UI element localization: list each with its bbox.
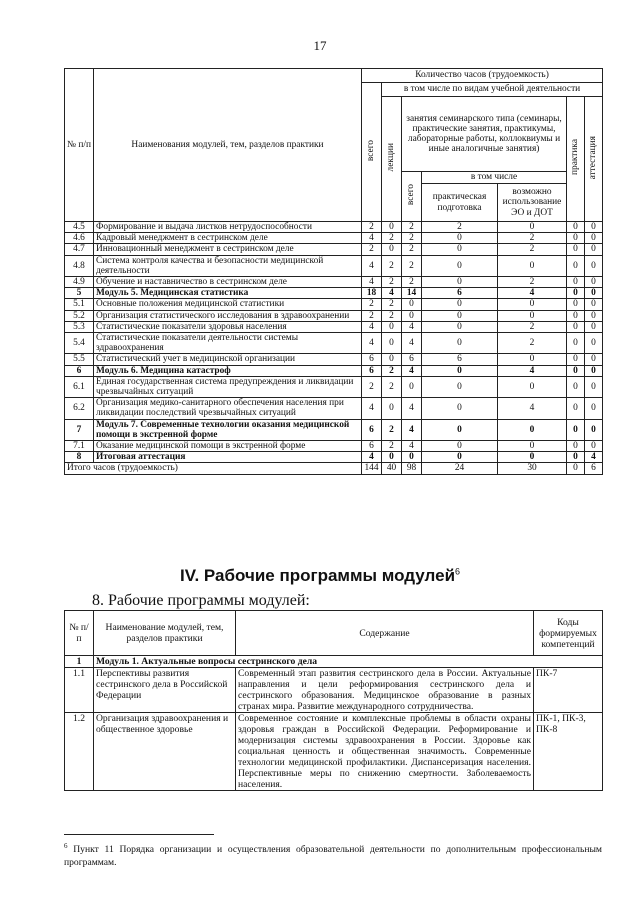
row-value: 6: [422, 288, 498, 299]
table-row: [65, 299, 603, 310]
header-eo-dot: возможно использование ЭО и ДОТ: [498, 184, 567, 222]
row-value: 6: [362, 365, 382, 376]
row-value: 0: [567, 441, 585, 452]
row-value: 4: [498, 288, 567, 299]
total-value: 6: [585, 463, 603, 474]
row-value: 6: [362, 354, 382, 365]
row-value: 6: [362, 441, 382, 452]
row-value: 0: [422, 419, 498, 440]
row-value: 0: [422, 365, 498, 376]
row-name: Модуль 6. Медицина катастроф: [94, 365, 362, 376]
row-value: 4: [402, 398, 422, 419]
row-value: 2: [402, 222, 422, 233]
row-name: Статистические показатели деятельности системы здравоохранения: [94, 333, 362, 354]
table-row: [65, 354, 603, 365]
total-value: 40: [382, 463, 402, 474]
table-row: [65, 419, 603, 440]
row-value: 0: [498, 299, 567, 310]
row-value: 4: [362, 398, 382, 419]
row-value: 2: [382, 310, 402, 321]
header-by-type: в том числе по видам учебной деятельности: [382, 83, 603, 97]
row-value: 4: [362, 321, 382, 332]
row-value: 0: [585, 419, 603, 440]
row-value: 0: [382, 354, 402, 365]
header-num: № п/п: [65, 69, 94, 222]
row-value: 4: [362, 452, 382, 463]
row-value: 0: [567, 365, 585, 376]
row-content: Современное состояние и комплексные проблемы в области охраны здоровья граждан в Российской Федерации. Реформирование и модернизация системы здравоохранения в России. Здоровье как социальная ценность и общественная значимость. Современные технологии медицинской профилактики. Диспансеризация населения. Перспективные меры по снижению смертности. Заболеваемость населения.: [236, 713, 534, 791]
row-value: 4: [362, 255, 382, 276]
row-value: 0: [422, 333, 498, 354]
table-row: [65, 255, 603, 276]
row-num: 4.5: [65, 222, 94, 233]
row-value: 0: [567, 333, 585, 354]
row-value: 2: [362, 222, 382, 233]
row-value: 2: [382, 419, 402, 440]
row-value: 2: [422, 222, 498, 233]
row-value: 0: [422, 376, 498, 397]
row-value: 2: [362, 310, 382, 321]
row-value: 0: [567, 376, 585, 397]
row-name: Организация медико-санитарного обеспечения населения при ликвидации последствий чрезвычайных ситуаций: [94, 398, 362, 419]
row-name: Статистические показатели здоровья населения: [94, 321, 362, 332]
total-label: Итого часов (трудоемкость): [65, 463, 362, 474]
header-hours: Количество часов (трудоемкость): [362, 69, 603, 83]
header-name: Наименования модулей, тем, разделов практики: [94, 69, 362, 222]
row-num: 4.7: [65, 244, 94, 255]
row-value: 4: [382, 288, 402, 299]
row-value: 0: [585, 310, 603, 321]
row-value: 4: [498, 365, 567, 376]
row-value: 0: [585, 441, 603, 452]
row-value: 4: [498, 398, 567, 419]
total-value: 98: [402, 463, 422, 474]
row-value: 0: [585, 354, 603, 365]
row-num: 7.1: [65, 441, 94, 452]
row-value: 0: [382, 222, 402, 233]
row-name: Система контроля качества и безопасности медицинской деятельности: [94, 255, 362, 276]
table-row: [65, 277, 603, 288]
row-value: 2: [362, 244, 382, 255]
row-value: 2: [362, 376, 382, 397]
row-value: 2: [382, 365, 402, 376]
row-value: 0: [422, 441, 498, 452]
row-value: 0: [498, 452, 567, 463]
total-value: 0: [567, 463, 585, 474]
row-value: 0: [567, 288, 585, 299]
table-row: [65, 452, 603, 463]
row-value: 2: [402, 277, 422, 288]
row-value: 4: [362, 277, 382, 288]
row-value: 0: [498, 376, 567, 397]
row-value: 0: [585, 255, 603, 276]
row-value: 0: [498, 441, 567, 452]
row-value: 0: [567, 244, 585, 255]
row-num: 5.5: [65, 354, 94, 365]
row-name: Кадровый менеджмент в сестринском деле: [94, 233, 362, 244]
row-value: 0: [382, 244, 402, 255]
row-value: 4: [402, 321, 422, 332]
header-sem-total: всего: [402, 172, 422, 222]
table-row: [65, 310, 603, 321]
row-num: 4.8: [65, 255, 94, 276]
row-name: Организация статистического исследования в здравоохранении: [94, 310, 362, 321]
table-row: [65, 398, 603, 419]
module-num: 1: [65, 656, 94, 668]
row-num: 6: [65, 365, 94, 376]
table-row: [65, 321, 603, 332]
row-num: 4.6: [65, 233, 94, 244]
row-value: 2: [498, 244, 567, 255]
row-value: 0: [567, 419, 585, 440]
row-name: Модуль 7. Современные технологии оказания медицинской помощи в экстренной форме: [94, 419, 362, 440]
row-value: 0: [422, 299, 498, 310]
row-value: 2: [498, 277, 567, 288]
row-value: 0: [498, 222, 567, 233]
row-value: 0: [585, 244, 603, 255]
total-value: 30: [498, 463, 567, 474]
row-value: 0: [422, 244, 498, 255]
row-value: 4: [362, 233, 382, 244]
row-value: 0: [382, 333, 402, 354]
header-seminar: занятия семинарского типа (семинары, практические занятия, практикумы, лабораторные работы, коллоквиумы и иные аналогичные занятия): [402, 97, 567, 172]
row-value: 0: [402, 310, 422, 321]
row-value: 0: [585, 222, 603, 233]
table-row: [65, 222, 603, 233]
row-value: 0: [422, 310, 498, 321]
row-value: 0: [422, 321, 498, 332]
row-num: 5: [65, 288, 94, 299]
row-value: 2: [498, 233, 567, 244]
row-value: 0: [567, 233, 585, 244]
row-value: 0: [422, 255, 498, 276]
row-name: Модуль 5. Медицинская статистика: [94, 288, 362, 299]
header-attestation: аттестация: [585, 97, 603, 222]
table-row: [65, 441, 603, 452]
header-incl: в том числе: [422, 172, 567, 184]
header-practice: практика: [567, 97, 585, 222]
row-value: 2: [382, 255, 402, 276]
row-value: 14: [402, 288, 422, 299]
row-value: 0: [585, 398, 603, 419]
row-value: 0: [402, 452, 422, 463]
row-name: Статистический учет в медицинской организации: [94, 354, 362, 365]
row-value: 0: [567, 222, 585, 233]
row-num: 5.1: [65, 299, 94, 310]
row-content: Современный этап развития сестринского дела в России. Актуальные направления и цели реформирования сестринского дела и сестринского образования. Медицинское образование в разных странах мира. Развитие международного сотрудничества.: [236, 668, 534, 713]
row-value: 0: [567, 277, 585, 288]
row-value: 0: [585, 376, 603, 397]
row-value: 6: [402, 354, 422, 365]
row-name: Основные положения медицинской статистики: [94, 299, 362, 310]
row-value: 2: [382, 277, 402, 288]
header-num: № п/п: [65, 611, 94, 656]
row-value: 18: [362, 288, 382, 299]
row-num: 6.1: [65, 376, 94, 397]
row-value: 0: [585, 321, 603, 332]
row-value: 0: [422, 452, 498, 463]
footnote-separator: [64, 834, 214, 835]
row-value: 4: [402, 419, 422, 440]
row-value: 2: [382, 376, 402, 397]
row-num: 5.3: [65, 321, 94, 332]
row-value: 0: [567, 255, 585, 276]
row-value: 0: [498, 255, 567, 276]
row-value: 2: [382, 233, 402, 244]
row-num: 5.4: [65, 333, 94, 354]
hours-table: [64, 68, 603, 475]
row-codes: ПК-7: [534, 668, 603, 713]
row-value: 6: [362, 419, 382, 440]
row-name: Формирование и выдача листков нетрудоспособности: [94, 222, 362, 233]
row-name: Инновационный менеджмент в сестринском деле: [94, 244, 362, 255]
row-value: 0: [585, 233, 603, 244]
row-num: 5.2: [65, 310, 94, 321]
row-value: 0: [498, 419, 567, 440]
row-value: 0: [382, 398, 402, 419]
table-row: [65, 244, 603, 255]
row-num: 1.1: [65, 668, 94, 713]
header-name: Наименование модулей, тем, разделов практики: [94, 611, 236, 656]
row-value: 2: [498, 333, 567, 354]
header-content: Содержание: [236, 611, 534, 656]
row-value: 0: [422, 398, 498, 419]
header-prac-prep: практическая подготовка: [422, 184, 498, 222]
row-name: Единая государственная система предупреждения и ликвидации чрезвычайных ситуаций: [94, 376, 362, 397]
row-value: 0: [567, 398, 585, 419]
subheading: 8. Рабочие программы модулей:: [92, 592, 310, 609]
row-value: 4: [402, 441, 422, 452]
footnote: $^6$ Пункт 11 Порядка организации и осуществления образовательной деятельности по дополнительным профессиональным программам.: [64, 842, 602, 869]
row-name: Итоговая аттестация: [94, 452, 362, 463]
row-value: 4: [402, 365, 422, 376]
row-value: 0: [382, 321, 402, 332]
row-value: 4: [585, 452, 603, 463]
row-value: 4: [362, 333, 382, 354]
footnote-mark: 6: [455, 566, 461, 577]
row-num: 6.2: [65, 398, 94, 419]
row-num: 8: [65, 452, 94, 463]
section-heading: IV. Рабочие программы модулей$^6$: [179, 566, 461, 585]
row-value: 0: [382, 452, 402, 463]
total-value: 144: [362, 463, 382, 474]
module-title: Модуль 1. Актуальные вопросы сестринского дела: [94, 656, 603, 668]
table-row: [65, 376, 603, 397]
table-row: [65, 233, 603, 244]
table-row: [65, 333, 603, 354]
row-name: Оказание медицинской помощи в экстренной форме: [94, 441, 362, 452]
total-value: 24: [422, 463, 498, 474]
row-value: 0: [498, 354, 567, 365]
row-value: 2: [382, 441, 402, 452]
header-lectures: лекции: [382, 97, 402, 222]
row-value: 0: [422, 277, 498, 288]
row-value: 0: [567, 321, 585, 332]
page-number: 17: [313, 38, 327, 53]
row-value: 0: [567, 452, 585, 463]
row-codes: ПК-1, ПК-3, ПК-8: [534, 713, 603, 791]
table-row: [65, 288, 603, 299]
row-value: 0: [585, 288, 603, 299]
row-value: 0: [402, 376, 422, 397]
row-num: 4.9: [65, 277, 94, 288]
row-value: 2: [498, 321, 567, 332]
row-value: 0: [422, 233, 498, 244]
row-num: 7: [65, 419, 94, 440]
row-value: 0: [567, 354, 585, 365]
header-codes: Коды формируемых компетенций: [534, 611, 603, 656]
row-num: 1.2: [65, 713, 94, 791]
row-value: 2: [382, 299, 402, 310]
row-value: 0: [585, 299, 603, 310]
row-value: 0: [402, 299, 422, 310]
row-name: Организация здравоохранения и общественное здоровье: [94, 713, 236, 791]
row-value: 0: [498, 310, 567, 321]
row-value: 0: [567, 310, 585, 321]
row-value: 0: [585, 333, 603, 354]
row-value: 2: [402, 233, 422, 244]
row-value: 0: [567, 299, 585, 310]
programs-table: [64, 610, 603, 791]
row-value: 2: [402, 255, 422, 276]
row-value: 4: [402, 333, 422, 354]
row-value: 2: [362, 299, 382, 310]
header-total: всего: [362, 83, 382, 222]
row-value: 6: [422, 354, 498, 365]
row-value: 0: [585, 365, 603, 376]
row-value: 0: [585, 277, 603, 288]
table-row: [65, 365, 603, 376]
total-row: [65, 463, 603, 474]
row-name: Перспективы развития сестринского дела в Российской Федерации: [94, 668, 236, 713]
row-value: 2: [402, 244, 422, 255]
row-name: Обучение и наставничество в сестринском деле: [94, 277, 362, 288]
